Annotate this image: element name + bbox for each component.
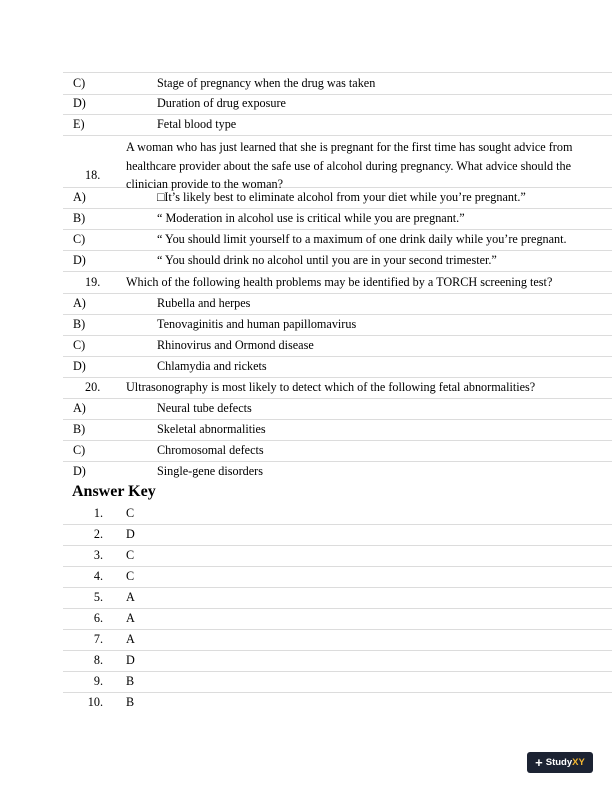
option-label: D) (73, 359, 86, 373)
q18-option-c (63, 230, 612, 251)
option-text: Chromosomal defects (157, 443, 264, 457)
badge-prefix: Study (545, 757, 573, 768)
answer-row (63, 567, 612, 588)
option-label: D) (73, 96, 86, 110)
answer-value: B (126, 695, 135, 709)
option-label: A) (73, 296, 86, 310)
q17-option-c (63, 72, 612, 95)
badge-suffix: XY (572, 757, 585, 768)
answer-value: A (126, 611, 135, 625)
answer-row (63, 546, 612, 567)
answer-number: 4. (93, 569, 103, 583)
option-label: B) (73, 422, 86, 436)
answer-number: 8. (93, 653, 103, 667)
q19-option-a (63, 294, 612, 315)
question-19 (63, 272, 612, 294)
option-text: Skeletal abnormalities (157, 422, 266, 436)
option-text: Tenovaginitis and human papillomavirus (157, 317, 357, 331)
option-label: C) (73, 232, 86, 246)
answer-row (63, 525, 612, 546)
q20-option-a (63, 399, 612, 420)
answer-value: C (126, 506, 135, 520)
answer-row (63, 630, 612, 651)
option-text: “ You should limit yourself to a maximum of one drink daily while you’re pregnant. (157, 232, 567, 246)
answer-row (63, 651, 612, 672)
answer-value: D (126, 527, 135, 541)
studyxy-badge[interactable] (527, 752, 593, 773)
answer-row (63, 693, 612, 713)
q19-option-d (63, 357, 612, 378)
question-text: Which of the following health problems may be identified by a TORCH screening test? (126, 275, 553, 289)
option-label: C) (73, 443, 86, 457)
q17-option-d (63, 94, 612, 115)
q20-option-b (63, 420, 612, 441)
answer-value: D (126, 653, 135, 667)
question-line: clinician provide to the woman? (126, 177, 284, 191)
option-text: Stage of pregnancy when the drug was taken (157, 76, 376, 90)
q18-option-d (63, 251, 612, 272)
answer-value: A (126, 632, 135, 646)
question-line: healthcare provider about the safe use of alcohol during pregnancy. What advice should the (126, 158, 572, 173)
option-label: D) (73, 253, 86, 267)
option-text: Duration of drug exposure (157, 96, 286, 110)
answer-number: 10. (87, 695, 103, 709)
option-label: D) (73, 464, 86, 478)
option-label: B) (73, 317, 86, 331)
answer-row (63, 609, 612, 630)
option-text: Rhinovirus and Ormond disease (157, 338, 314, 352)
q18-option-b (63, 209, 612, 230)
answer-number: 9. (93, 674, 103, 688)
option-text: Single-gene disorders (157, 464, 263, 478)
answer-number: 6. (93, 611, 103, 625)
q19-option-c (63, 336, 612, 357)
question-text (126, 138, 572, 194)
answer-row (63, 672, 612, 693)
answer-number: 7. (93, 632, 103, 646)
question-number: 18. (85, 168, 101, 182)
q19-option-b (63, 315, 612, 336)
answer-number: 2. (93, 527, 103, 541)
option-label: A) (73, 190, 86, 204)
option-text: □It’s likely best to eliminate alcohol from your diet while you’re pregnant.” (157, 190, 526, 204)
question-number: 20. (85, 380, 101, 394)
question-line: A woman who has just learned that she is pregnant for the first time has sought advice from (126, 140, 573, 154)
option-label: E) (73, 117, 85, 131)
q17-option-e (63, 115, 612, 136)
answer-value: B (126, 674, 135, 688)
question-20 (63, 378, 612, 399)
answer-number: 3. (93, 548, 103, 562)
option-text: “ Moderation in alcohol use is critical while you are pregnant.” (157, 211, 465, 225)
option-text: Rubella and herpes (157, 296, 251, 310)
answer-value: A (126, 590, 135, 604)
q18-option-a (63, 188, 612, 209)
answer-value: C (126, 548, 135, 562)
option-label: C) (73, 76, 86, 90)
option-text: Chlamydia and rickets (157, 359, 267, 373)
option-label: C) (73, 338, 86, 352)
option-text: “ You should drink no alcohol until you are in your second trimester.” (157, 253, 497, 267)
answer-key-heading: Answer Key (72, 483, 156, 500)
answer-row (63, 504, 612, 525)
badge-text (546, 757, 585, 768)
answer-row (63, 588, 612, 609)
answer-number: 5. (93, 590, 103, 604)
plus-icon: + (535, 755, 543, 770)
q20-option-d (63, 462, 612, 482)
q20-option-c (63, 441, 612, 462)
answer-value: C (126, 569, 135, 583)
option-label: B) (73, 211, 86, 225)
answer-number: 1. (93, 506, 103, 520)
option-text: Fetal blood type (157, 117, 237, 131)
question-number: 19. (85, 275, 101, 289)
option-text: Neural tube defects (157, 401, 252, 415)
question-18 (63, 136, 612, 191)
option-label: A) (73, 401, 86, 415)
question-text: Ultrasonography is most likely to detect which of the following fetal abnormalities? (126, 380, 536, 394)
